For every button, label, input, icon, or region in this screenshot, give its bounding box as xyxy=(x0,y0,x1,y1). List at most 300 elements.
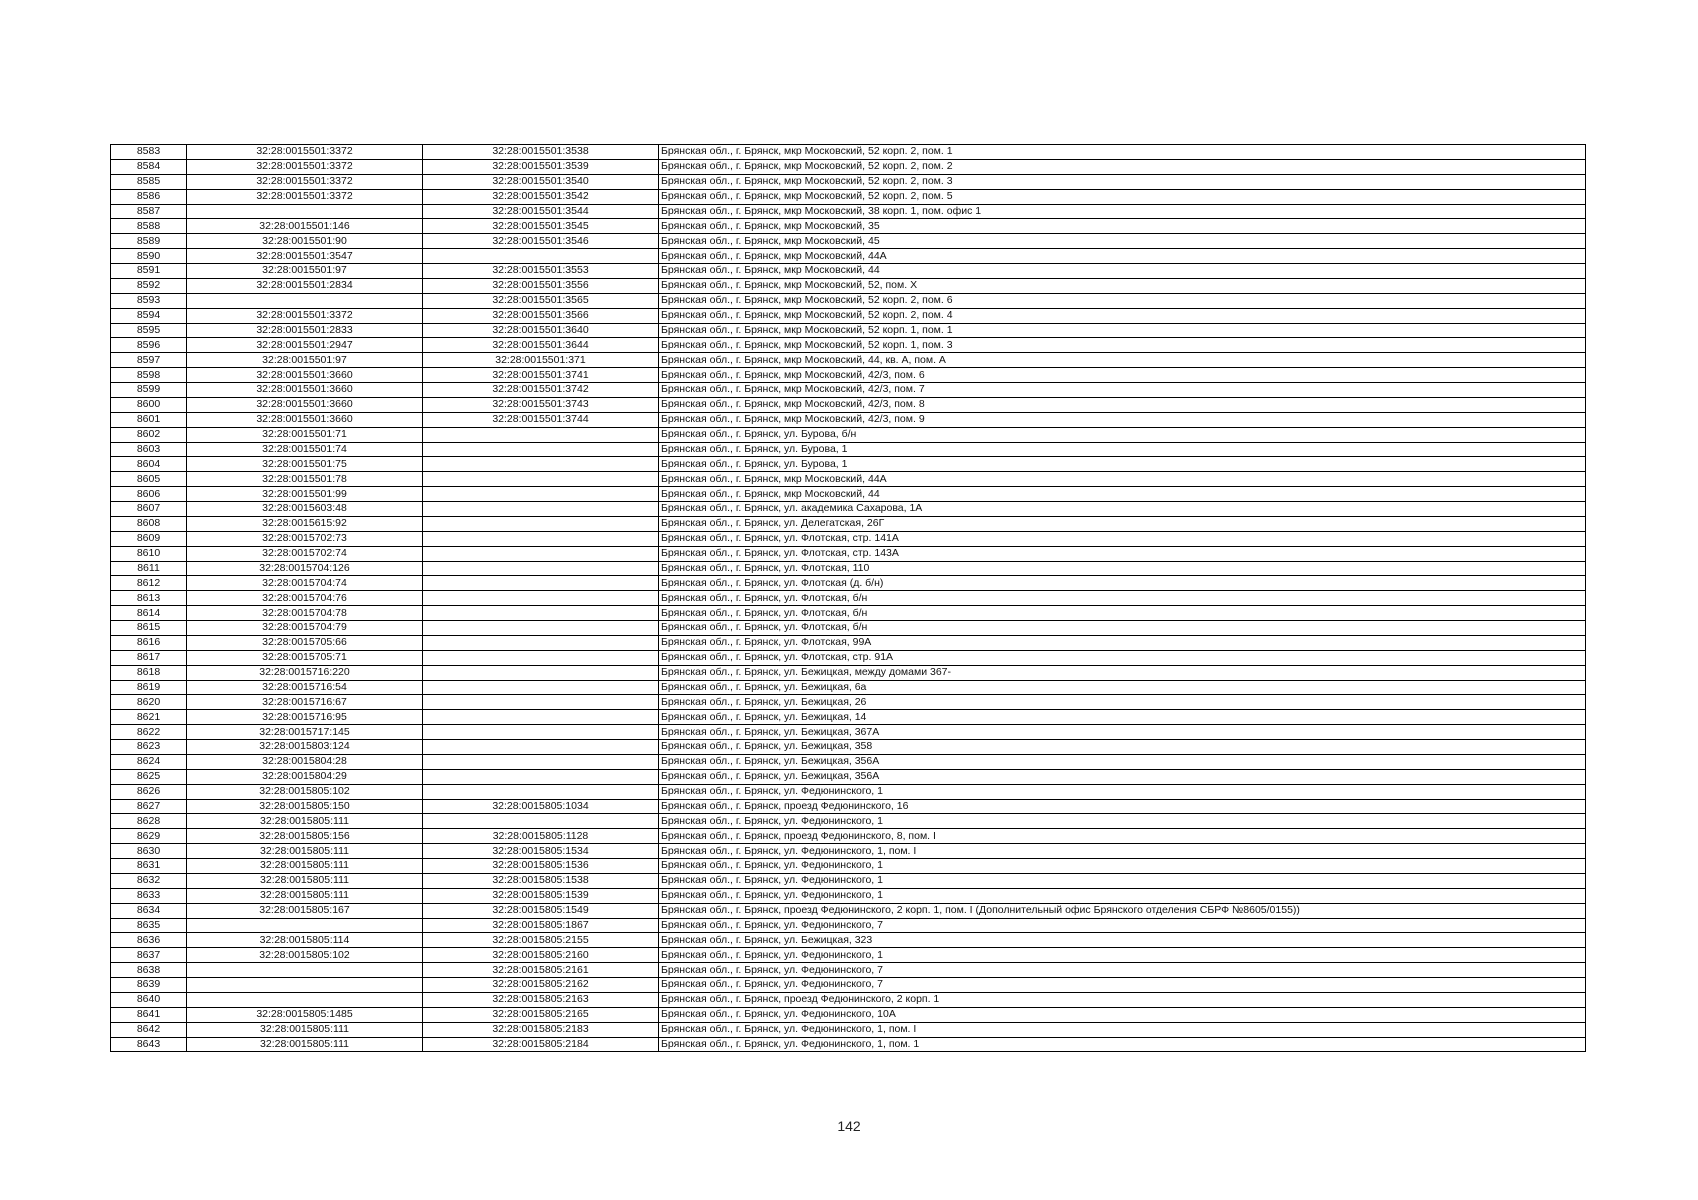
table-row xyxy=(111,606,1586,621)
row-number-cell: 8642 xyxy=(111,1022,187,1037)
row-number-cell: 8618 xyxy=(111,665,187,680)
row-number-cell: 8633 xyxy=(111,888,187,903)
address-cell: Брянская обл., г. Брянск, проезд Федюнинского, 16 xyxy=(659,799,1586,814)
building-cadastral-number-cell xyxy=(423,784,659,799)
building-cadastral-number-cell xyxy=(423,814,659,829)
land-cadastral-number-cell: 32:28:0015704:74 xyxy=(187,576,423,591)
land-cadastral-number-cell: 32:28:0015705:71 xyxy=(187,650,423,665)
building-cadastral-number-cell: 32:28:0015805:2155 xyxy=(423,933,659,948)
row-number-cell: 8605 xyxy=(111,472,187,487)
row-number-cell: 8619 xyxy=(111,680,187,695)
row-number-cell: 8596 xyxy=(111,338,187,353)
building-cadastral-number-cell: 32:28:0015501:3644 xyxy=(423,338,659,353)
row-number-cell: 8629 xyxy=(111,829,187,844)
land-cadastral-number-cell xyxy=(187,978,423,993)
row-number-cell: 8638 xyxy=(111,963,187,978)
building-cadastral-number-cell: 32:28:0015501:3540 xyxy=(423,174,659,189)
row-number-cell: 8615 xyxy=(111,621,187,636)
row-number-cell: 8631 xyxy=(111,859,187,874)
address-cell: Брянская обл., г. Брянск, мкр Московский, 42/3, пом. 9 xyxy=(659,412,1586,427)
table-row xyxy=(111,338,1586,353)
address-cell: Брянская обл., г. Брянск, ул. Бежицкая, 14 xyxy=(659,710,1586,725)
land-cadastral-number-cell: 32:28:0015501:3547 xyxy=(187,249,423,264)
table-row xyxy=(111,293,1586,308)
row-number-cell: 8606 xyxy=(111,487,187,502)
address-cell: Брянская обл., г. Брянск, ул. Флотская, 110 xyxy=(659,561,1586,576)
row-number-cell: 8640 xyxy=(111,992,187,1007)
row-number-cell: 8593 xyxy=(111,293,187,308)
land-cadastral-number-cell: 32:28:0015804:29 xyxy=(187,769,423,784)
table-row xyxy=(111,472,1586,487)
building-cadastral-number-cell: 32:28:0015501:3539 xyxy=(423,159,659,174)
table-row xyxy=(111,1037,1586,1052)
row-number-cell: 8620 xyxy=(111,695,187,710)
building-cadastral-number-cell xyxy=(423,754,659,769)
row-number-cell: 8643 xyxy=(111,1037,187,1052)
row-number-cell: 8585 xyxy=(111,174,187,189)
land-cadastral-number-cell: 32:28:0015615:92 xyxy=(187,516,423,531)
land-cadastral-number-cell: 32:28:0015716:220 xyxy=(187,665,423,680)
land-cadastral-number-cell: 32:28:0015501:90 xyxy=(187,234,423,249)
table-row xyxy=(111,814,1586,829)
building-cadastral-number-cell xyxy=(423,487,659,502)
row-number-cell: 8611 xyxy=(111,561,187,576)
table-row xyxy=(111,546,1586,561)
land-cadastral-number-cell: 32:28:0015501:75 xyxy=(187,457,423,472)
row-number-cell: 8598 xyxy=(111,368,187,383)
table-row xyxy=(111,1007,1586,1022)
registry-table xyxy=(110,144,1586,1052)
row-number-cell: 8626 xyxy=(111,784,187,799)
building-cadastral-number-cell: 32:28:0015501:3542 xyxy=(423,189,659,204)
building-cadastral-number-cell: 32:28:0015805:1549 xyxy=(423,903,659,918)
row-number-cell: 8601 xyxy=(111,412,187,427)
building-cadastral-number-cell: 32:28:0015805:2160 xyxy=(423,948,659,963)
address-cell: Брянская обл., г. Брянск, ул. Федюнинского, 1 xyxy=(659,873,1586,888)
land-cadastral-number-cell: 32:28:0015501:2834 xyxy=(187,278,423,293)
building-cadastral-number-cell xyxy=(423,695,659,710)
address-cell: Брянская обл., г. Брянск, мкр Московский, 35 xyxy=(659,219,1586,234)
table-row xyxy=(111,859,1586,874)
land-cadastral-number-cell: 32:28:0015805:111 xyxy=(187,1022,423,1037)
table-row xyxy=(111,219,1586,234)
land-cadastral-number-cell: 32:28:0015702:74 xyxy=(187,546,423,561)
land-cadastral-number-cell: 32:28:0015501:3372 xyxy=(187,174,423,189)
address-cell: Брянская обл., г. Брянск, мкр Московский, 44 xyxy=(659,487,1586,502)
land-cadastral-number-cell: 32:28:0015805:114 xyxy=(187,933,423,948)
row-number-cell: 8590 xyxy=(111,249,187,264)
table-row xyxy=(111,412,1586,427)
building-cadastral-number-cell xyxy=(423,561,659,576)
building-cadastral-number-cell: 32:28:0015805:2184 xyxy=(423,1037,659,1052)
table-row xyxy=(111,204,1586,219)
address-cell: Брянская обл., г. Брянск, ул. Бежицкая, 358 xyxy=(659,740,1586,755)
building-cadastral-number-cell: 32:28:0015501:3546 xyxy=(423,234,659,249)
address-cell: Брянская обл., г. Брянск, ул. Федюнинского, 1 xyxy=(659,859,1586,874)
land-cadastral-number-cell: 32:28:0015805:102 xyxy=(187,948,423,963)
building-cadastral-number-cell: 32:28:0015501:3566 xyxy=(423,308,659,323)
row-number-cell: 8625 xyxy=(111,769,187,784)
table-row xyxy=(111,591,1586,606)
land-cadastral-number-cell: 32:28:0015501:3372 xyxy=(187,189,423,204)
address-cell: Брянская обл., г. Брянск, ул. Флотская, б/н xyxy=(659,606,1586,621)
address-cell: Брянская обл., г. Брянск, ул. Бежицкая, 323 xyxy=(659,933,1586,948)
table-row xyxy=(111,502,1586,517)
land-cadastral-number-cell: 32:28:0015501:3660 xyxy=(187,383,423,398)
table-row xyxy=(111,368,1586,383)
building-cadastral-number-cell xyxy=(423,621,659,636)
land-cadastral-number-cell: 32:28:0015805:1485 xyxy=(187,1007,423,1022)
building-cadastral-number-cell xyxy=(423,442,659,457)
address-cell: Брянская обл., г. Брянск, ул. Федюнинского, 1 xyxy=(659,784,1586,799)
address-cell: Брянская обл., г. Брянск, ул. Бурова, б/н xyxy=(659,427,1586,442)
land-cadastral-number-cell: 32:28:0015716:54 xyxy=(187,680,423,695)
building-cadastral-number-cell xyxy=(423,516,659,531)
table-row xyxy=(111,576,1586,591)
land-cadastral-number-cell: 32:28:0015501:2947 xyxy=(187,338,423,353)
row-number-cell: 8622 xyxy=(111,725,187,740)
land-cadastral-number-cell: 32:28:0015805:111 xyxy=(187,859,423,874)
table-row xyxy=(111,234,1586,249)
land-cadastral-number-cell xyxy=(187,918,423,933)
table-row xyxy=(111,948,1586,963)
building-cadastral-number-cell xyxy=(423,710,659,725)
land-cadastral-number-cell: 32:28:0015805:102 xyxy=(187,784,423,799)
building-cadastral-number-cell: 32:28:0015805:1539 xyxy=(423,888,659,903)
address-cell: Брянская обл., г. Брянск, мкр Московский, 44А xyxy=(659,249,1586,264)
building-cadastral-number-cell xyxy=(423,472,659,487)
building-cadastral-number-cell: 32:28:0015805:2162 xyxy=(423,978,659,993)
row-number-cell: 8637 xyxy=(111,948,187,963)
table-row xyxy=(111,918,1586,933)
land-cadastral-number-cell: 32:28:0015805:111 xyxy=(187,1037,423,1052)
land-cadastral-number-cell: 32:28:0015704:126 xyxy=(187,561,423,576)
building-cadastral-number-cell xyxy=(423,546,659,561)
building-cadastral-number-cell xyxy=(423,740,659,755)
building-cadastral-number-cell xyxy=(423,457,659,472)
land-cadastral-number-cell: 32:28:0015705:66 xyxy=(187,635,423,650)
table-row xyxy=(111,665,1586,680)
land-cadastral-number-cell: 32:28:0015501:99 xyxy=(187,487,423,502)
table-row xyxy=(111,992,1586,1007)
table-row xyxy=(111,680,1586,695)
row-number-cell: 8623 xyxy=(111,740,187,755)
address-cell: Брянская обл., г. Брянск, ул. Бежицкая, 26 xyxy=(659,695,1586,710)
address-cell: Брянская обл., г. Брянск, ул. Федюнинского, 1, пом. 1 xyxy=(659,1037,1586,1052)
land-cadastral-number-cell xyxy=(187,204,423,219)
land-cadastral-number-cell: 32:28:0015501:74 xyxy=(187,442,423,457)
building-cadastral-number-cell xyxy=(423,591,659,606)
row-number-cell: 8635 xyxy=(111,918,187,933)
address-cell: Брянская обл., г. Брянск, ул. Федюнинского, 1, пом. I xyxy=(659,844,1586,859)
building-cadastral-number-cell: 32:28:0015501:3544 xyxy=(423,204,659,219)
row-number-cell: 8609 xyxy=(111,531,187,546)
row-number-cell: 8604 xyxy=(111,457,187,472)
land-cadastral-number-cell: 32:28:0015805:111 xyxy=(187,888,423,903)
building-cadastral-number-cell: 32:28:0015501:3545 xyxy=(423,219,659,234)
address-cell: Брянская обл., г. Брянск, ул. Федюнинского, 1 xyxy=(659,948,1586,963)
land-cadastral-number-cell: 32:28:0015702:73 xyxy=(187,531,423,546)
row-number-cell: 8586 xyxy=(111,189,187,204)
table-row xyxy=(111,159,1586,174)
land-cadastral-number-cell: 32:28:0015603:48 xyxy=(187,502,423,517)
building-cadastral-number-cell: 32:28:0015501:3741 xyxy=(423,368,659,383)
building-cadastral-number-cell xyxy=(423,502,659,517)
row-number-cell: 8614 xyxy=(111,606,187,621)
building-cadastral-number-cell: 32:28:0015501:371 xyxy=(423,353,659,368)
table-row xyxy=(111,754,1586,769)
address-cell: Брянская обл., г. Брянск, ул. академика Сахарова, 1А xyxy=(659,502,1586,517)
row-number-cell: 8594 xyxy=(111,308,187,323)
land-cadastral-number-cell: 32:28:0015805:111 xyxy=(187,873,423,888)
row-number-cell: 8584 xyxy=(111,159,187,174)
row-number-cell: 8587 xyxy=(111,204,187,219)
row-number-cell: 8602 xyxy=(111,427,187,442)
table-row xyxy=(111,635,1586,650)
table-row xyxy=(111,516,1586,531)
building-cadastral-number-cell: 32:28:0015805:2163 xyxy=(423,992,659,1007)
land-cadastral-number-cell: 32:28:0015501:146 xyxy=(187,219,423,234)
address-cell: Брянская обл., г. Брянск, ул. Флотская, 99А xyxy=(659,635,1586,650)
table-row xyxy=(111,933,1586,948)
land-cadastral-number-cell xyxy=(187,963,423,978)
row-number-cell: 8621 xyxy=(111,710,187,725)
table-row xyxy=(111,829,1586,844)
table-row xyxy=(111,769,1586,784)
table-row xyxy=(111,844,1586,859)
building-cadastral-number-cell: 32:28:0015805:1538 xyxy=(423,873,659,888)
row-number-cell: 8597 xyxy=(111,353,187,368)
address-cell: Брянская обл., г. Брянск, ул. Делегатская, 26Г xyxy=(659,516,1586,531)
address-cell: Брянская обл., г. Брянск, мкр Московский, 52 корп. 1, пом. 1 xyxy=(659,323,1586,338)
land-cadastral-number-cell: 32:28:0015805:111 xyxy=(187,814,423,829)
building-cadastral-number-cell xyxy=(423,725,659,740)
building-cadastral-number-cell xyxy=(423,769,659,784)
address-cell: Брянская обл., г. Брянск, мкр Московский, 52 корп. 2, пом. 3 xyxy=(659,174,1586,189)
land-cadastral-number-cell: 32:28:0015716:95 xyxy=(187,710,423,725)
address-cell: Брянская обл., г. Брянск, мкр Московский, 44 xyxy=(659,264,1586,279)
address-cell: Брянская обл., г. Брянск, мкр Московский, 52 корп. 2, пом. 6 xyxy=(659,293,1586,308)
table-row xyxy=(111,308,1586,323)
address-cell: Брянская обл., г. Брянск, проезд Федюнинского, 8, пом. I xyxy=(659,829,1586,844)
address-cell: Брянская обл., г. Брянск, мкр Московский, 38 корп. 1, пом. офис 1 xyxy=(659,204,1586,219)
row-number-cell: 8624 xyxy=(111,754,187,769)
page-number: 142 xyxy=(837,1118,861,1134)
row-number-cell: 8630 xyxy=(111,844,187,859)
row-number-cell: 8608 xyxy=(111,516,187,531)
land-cadastral-number-cell xyxy=(187,293,423,308)
row-number-cell: 8634 xyxy=(111,903,187,918)
row-number-cell: 8592 xyxy=(111,278,187,293)
building-cadastral-number-cell xyxy=(423,635,659,650)
row-number-cell: 8627 xyxy=(111,799,187,814)
row-number-cell: 8617 xyxy=(111,650,187,665)
address-cell: Брянская обл., г. Брянск, ул. Флотская (д. б/н) xyxy=(659,576,1586,591)
building-cadastral-number-cell: 32:28:0015501:3556 xyxy=(423,278,659,293)
building-cadastral-number-cell xyxy=(423,650,659,665)
table-row xyxy=(111,1022,1586,1037)
registry-table-body xyxy=(111,145,1586,1052)
address-cell: Брянская обл., г. Брянск, ул. Федюнинского, 7 xyxy=(659,918,1586,933)
table-row xyxy=(111,710,1586,725)
building-cadastral-number-cell: 32:28:0015501:3743 xyxy=(423,397,659,412)
building-cadastral-number-cell xyxy=(423,680,659,695)
building-cadastral-number-cell xyxy=(423,427,659,442)
table-row xyxy=(111,189,1586,204)
table-row xyxy=(111,427,1586,442)
table-row xyxy=(111,278,1586,293)
table-row xyxy=(111,323,1586,338)
table-row xyxy=(111,457,1586,472)
land-cadastral-number-cell: 32:28:0015501:3660 xyxy=(187,397,423,412)
table-row xyxy=(111,487,1586,502)
land-cadastral-number-cell xyxy=(187,992,423,1007)
building-cadastral-number-cell: 32:28:0015805:1536 xyxy=(423,859,659,874)
address-cell: Брянская обл., г. Брянск, ул. Федюнинского, 7 xyxy=(659,978,1586,993)
address-cell: Брянская обл., г. Брянск, мкр Московский, 45 xyxy=(659,234,1586,249)
row-number-cell: 8639 xyxy=(111,978,187,993)
building-cadastral-number-cell: 32:28:0015805:2161 xyxy=(423,963,659,978)
address-cell: Брянская обл., г. Брянск, ул. Федюнинского, 10А xyxy=(659,1007,1586,1022)
table-row xyxy=(111,383,1586,398)
address-cell: Брянская обл., г. Брянск, мкр Московский, 44, кв. А, пом. А xyxy=(659,353,1586,368)
row-number-cell: 8583 xyxy=(111,145,187,160)
building-cadastral-number-cell xyxy=(423,665,659,680)
row-number-cell: 8632 xyxy=(111,873,187,888)
building-cadastral-number-cell: 32:28:0015501:3744 xyxy=(423,412,659,427)
building-cadastral-number-cell xyxy=(423,531,659,546)
row-number-cell: 8628 xyxy=(111,814,187,829)
building-cadastral-number-cell: 32:28:0015805:1034 xyxy=(423,799,659,814)
row-number-cell: 8636 xyxy=(111,933,187,948)
address-cell: Брянская обл., г. Брянск, мкр Московский, 42/3, пом. 6 xyxy=(659,368,1586,383)
table-row xyxy=(111,397,1586,412)
table-row xyxy=(111,740,1586,755)
address-cell: Брянская обл., г. Брянск, ул. Федюнинского, 1 xyxy=(659,814,1586,829)
land-cadastral-number-cell: 32:28:0015804:28 xyxy=(187,754,423,769)
row-number-cell: 8610 xyxy=(111,546,187,561)
address-cell: Брянская обл., г. Брянск, ул. Бежицкая, 356А xyxy=(659,769,1586,784)
land-cadastral-number-cell: 32:28:0015717:145 xyxy=(187,725,423,740)
land-cadastral-number-cell: 32:28:0015805:156 xyxy=(187,829,423,844)
land-cadastral-number-cell: 32:28:0015501:3660 xyxy=(187,368,423,383)
table-row xyxy=(111,650,1586,665)
address-cell: Брянская обл., г. Брянск, мкр Московский, 52 корп. 2, пом. 1 xyxy=(659,145,1586,160)
land-cadastral-number-cell: 32:28:0015805:111 xyxy=(187,844,423,859)
address-cell: Брянская обл., г. Брянск, мкр Московский, 52 корп. 2, пом. 5 xyxy=(659,189,1586,204)
table-row xyxy=(111,353,1586,368)
land-cadastral-number-cell: 32:28:0015501:97 xyxy=(187,264,423,279)
table-row xyxy=(111,695,1586,710)
land-cadastral-number-cell: 32:28:0015501:3660 xyxy=(187,412,423,427)
row-number-cell: 8613 xyxy=(111,591,187,606)
address-cell: Брянская обл., г. Брянск, мкр Московский, 44А xyxy=(659,472,1586,487)
table-row xyxy=(111,725,1586,740)
row-number-cell: 8595 xyxy=(111,323,187,338)
land-cadastral-number-cell: 32:28:0015501:2833 xyxy=(187,323,423,338)
table-row xyxy=(111,873,1586,888)
table-row xyxy=(111,249,1586,264)
building-cadastral-number-cell: 32:28:0015805:1867 xyxy=(423,918,659,933)
address-cell: Брянская обл., г. Брянск, мкр Московский, 52, пом. X xyxy=(659,278,1586,293)
table-row xyxy=(111,145,1586,160)
row-number-cell: 8589 xyxy=(111,234,187,249)
table-row xyxy=(111,903,1586,918)
building-cadastral-number-cell: 32:28:0015805:2165 xyxy=(423,1007,659,1022)
address-cell: Брянская обл., г. Брянск, ул. Флотская, стр. 143А xyxy=(659,546,1586,561)
address-cell: Брянская обл., г. Брянск, мкр Московский, 52 корп. 2, пом. 2 xyxy=(659,159,1586,174)
registry-table-container xyxy=(110,144,1585,1052)
building-cadastral-number-cell: 32:28:0015501:3553 xyxy=(423,264,659,279)
land-cadastral-number-cell: 32:28:0015501:78 xyxy=(187,472,423,487)
land-cadastral-number-cell: 32:28:0015803:124 xyxy=(187,740,423,755)
land-cadastral-number-cell: 32:28:0015501:3372 xyxy=(187,145,423,160)
table-row xyxy=(111,963,1586,978)
land-cadastral-number-cell: 32:28:0015704:78 xyxy=(187,606,423,621)
table-row xyxy=(111,799,1586,814)
row-number-cell: 8603 xyxy=(111,442,187,457)
address-cell: Брянская обл., г. Брянск, проезд Федюнинского, 2 корп. 1 xyxy=(659,992,1586,1007)
land-cadastral-number-cell: 32:28:0015501:97 xyxy=(187,353,423,368)
land-cadastral-number-cell: 32:28:0015704:76 xyxy=(187,591,423,606)
building-cadastral-number-cell: 32:28:0015501:3565 xyxy=(423,293,659,308)
address-cell: Брянская обл., г. Брянск, мкр Московский, 52 корп. 1, пом. 3 xyxy=(659,338,1586,353)
row-number-cell: 8600 xyxy=(111,397,187,412)
land-cadastral-number-cell: 32:28:0015501:3372 xyxy=(187,159,423,174)
building-cadastral-number-cell: 32:28:0015805:2183 xyxy=(423,1022,659,1037)
building-cadastral-number-cell: 32:28:0015805:1128 xyxy=(423,829,659,844)
land-cadastral-number-cell: 32:28:0015501:3372 xyxy=(187,308,423,323)
land-cadastral-number-cell: 32:28:0015501:71 xyxy=(187,427,423,442)
address-cell: Брянская обл., г. Брянск, проезд Федюнинского, 2 корп. 1, пом. I (Дополнительный офис Брянского отделения СБРФ №8605/0155)) xyxy=(659,903,1586,918)
row-number-cell: 8591 xyxy=(111,264,187,279)
address-cell: Брянская обл., г. Брянск, ул. Федюнинского, 1 xyxy=(659,888,1586,903)
land-cadastral-number-cell: 32:28:0015704:79 xyxy=(187,621,423,636)
row-number-cell: 8612 xyxy=(111,576,187,591)
address-cell: Брянская обл., г. Брянск, мкр Московский, 42/3, пом. 8 xyxy=(659,397,1586,412)
row-number-cell: 8641 xyxy=(111,1007,187,1022)
building-cadastral-number-cell xyxy=(423,606,659,621)
table-row xyxy=(111,888,1586,903)
row-number-cell: 8607 xyxy=(111,502,187,517)
row-number-cell: 8599 xyxy=(111,383,187,398)
address-cell: Брянская обл., г. Брянск, ул. Флотская, стр. 141А xyxy=(659,531,1586,546)
address-cell: Брянская обл., г. Брянск, мкр Московский, 52 корп. 2, пом. 4 xyxy=(659,308,1586,323)
building-cadastral-number-cell xyxy=(423,576,659,591)
building-cadastral-number-cell: 32:28:0015805:1534 xyxy=(423,844,659,859)
table-row xyxy=(111,561,1586,576)
row-number-cell: 8588 xyxy=(111,219,187,234)
table-row xyxy=(111,621,1586,636)
table-row xyxy=(111,442,1586,457)
address-cell: Брянская обл., г. Брянск, ул. Флотская, б/н xyxy=(659,621,1586,636)
address-cell: Брянская обл., г. Брянск, ул. Бежицкая, 6а xyxy=(659,680,1586,695)
table-row xyxy=(111,784,1586,799)
building-cadastral-number-cell: 32:28:0015501:3538 xyxy=(423,145,659,160)
address-cell: Брянская обл., г. Брянск, ул. Флотская, стр. 91А xyxy=(659,650,1586,665)
table-row xyxy=(111,264,1586,279)
building-cadastral-number-cell: 32:28:0015501:3640 xyxy=(423,323,659,338)
table-row xyxy=(111,978,1586,993)
address-cell: Брянская обл., г. Брянск, ул. Бежицкая, между домами 367- xyxy=(659,665,1586,680)
address-cell: Брянская обл., г. Брянск, мкр Московский, 42/3, пом. 7 xyxy=(659,383,1586,398)
address-cell: Брянская обл., г. Брянск, ул. Федюнинского, 1, пом. I xyxy=(659,1022,1586,1037)
table-row xyxy=(111,531,1586,546)
table-row xyxy=(111,174,1586,189)
address-cell: Брянская обл., г. Брянск, ул. Флотская, б/н xyxy=(659,591,1586,606)
building-cadastral-number-cell xyxy=(423,249,659,264)
building-cadastral-number-cell: 32:28:0015501:3742 xyxy=(423,383,659,398)
